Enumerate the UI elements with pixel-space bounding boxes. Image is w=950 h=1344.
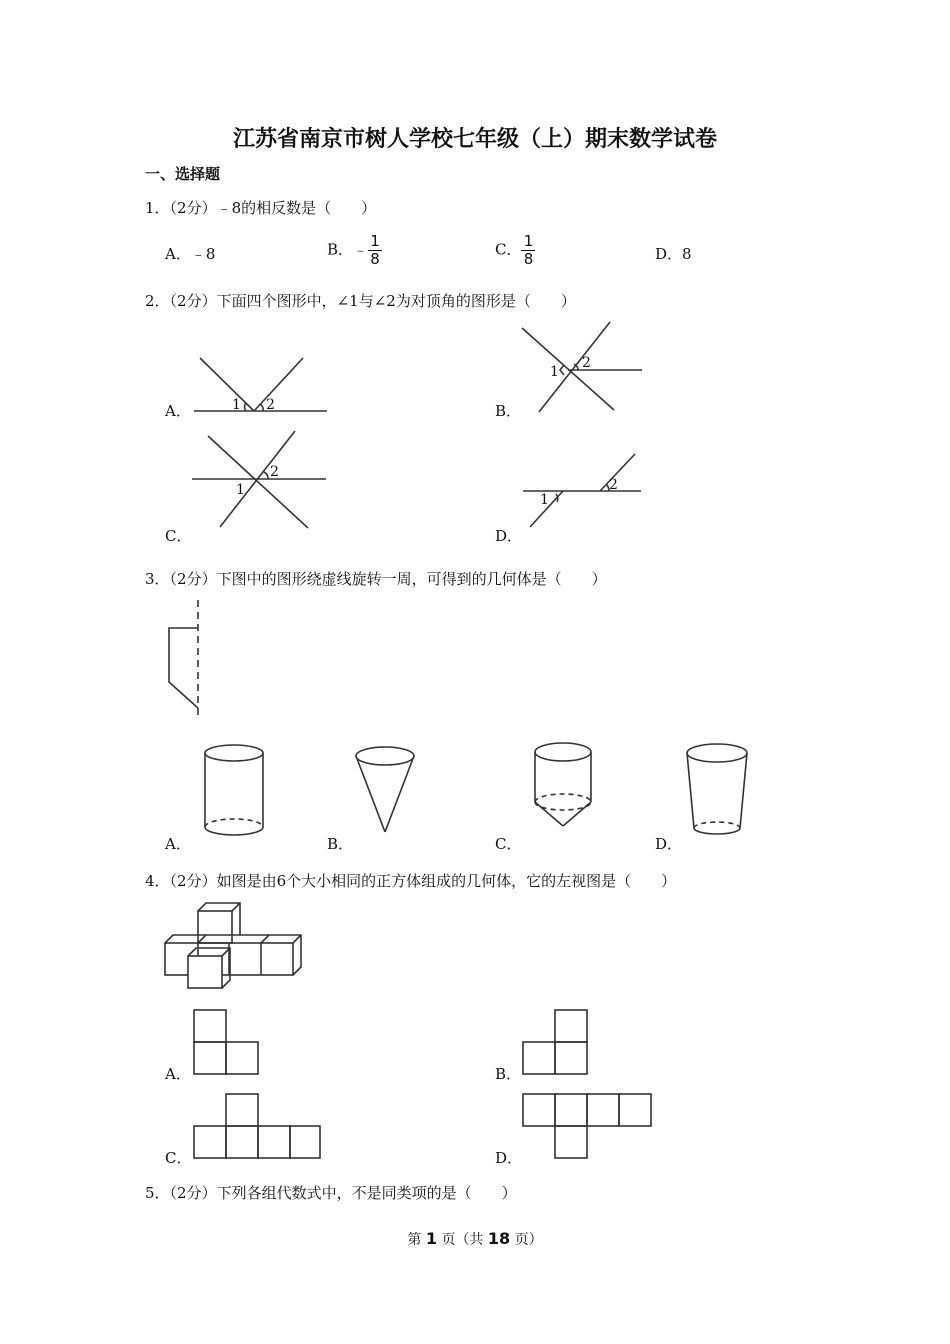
question-2 xyxy=(145,290,576,311)
option-1d: D．8 xyxy=(655,245,692,263)
figure-2d xyxy=(520,450,645,532)
option-1a: A．﹣8 xyxy=(165,245,216,263)
left-view-a xyxy=(192,1008,262,1076)
option-2d: D． xyxy=(495,527,523,545)
denominator: 8 xyxy=(370,250,380,268)
cube-assembly-figure xyxy=(160,898,308,990)
fraction xyxy=(368,233,382,268)
cylinder-figure xyxy=(200,742,270,840)
cone-figure xyxy=(350,742,420,837)
angle-label-2: 2 xyxy=(270,464,279,480)
question-text: （2分）下列各组代数式中，不是同类项的是（ ） xyxy=(169,1184,517,1202)
angle-label-1: 1 xyxy=(540,492,549,508)
question-number: 2． xyxy=(145,292,170,310)
current-page-number: 1 xyxy=(425,1229,437,1248)
angle-label-1: 1 xyxy=(232,397,241,413)
question-number: 4． xyxy=(145,872,170,890)
question-number: 1． xyxy=(145,199,170,217)
left-view-c xyxy=(192,1092,324,1160)
page-title: 江苏省南京市树人学校七年级（上）期末数学试卷 xyxy=(232,127,717,152)
option-label: C． xyxy=(495,240,522,259)
question-1 xyxy=(145,197,376,218)
question-number: 5． xyxy=(145,1184,170,1202)
question-3 xyxy=(145,568,607,589)
option-4d: D． xyxy=(495,1149,523,1167)
option-4b: B． xyxy=(495,1065,522,1083)
option-2b: B． xyxy=(495,402,522,420)
rotation-figure xyxy=(160,598,210,723)
question-5 xyxy=(145,1182,517,1203)
option-3b: B． xyxy=(327,835,354,853)
angle-label-2: 2 xyxy=(582,355,591,371)
frustum-figure xyxy=(684,740,754,838)
option-4c: C． xyxy=(165,1149,192,1167)
minus-sign: ﹣ xyxy=(353,240,369,259)
fraction xyxy=(521,233,535,268)
figure-2a xyxy=(190,352,330,416)
left-view-b xyxy=(521,1008,591,1076)
footer-prefix: 第 xyxy=(407,1232,422,1248)
total-pages: 18 xyxy=(487,1229,511,1248)
numerator: 1 xyxy=(370,232,380,250)
option-3d: D． xyxy=(655,835,683,853)
question-text: （2分）下图中的图形绕虚线旋转一周，可得到的几何体是（ ） xyxy=(169,570,607,588)
angle-label-1: 1 xyxy=(550,364,559,380)
angle-label-2: 2 xyxy=(266,397,275,413)
option-2a: A． xyxy=(165,402,191,420)
page-footer xyxy=(0,1229,950,1249)
angle-label-2: 2 xyxy=(609,477,618,493)
numerator: 1 xyxy=(523,232,534,250)
question-text: （2分）﹣8的相反数是（ ） xyxy=(169,199,377,217)
option-1c xyxy=(495,233,535,268)
left-view-d xyxy=(521,1092,655,1160)
denominator: 8 xyxy=(523,250,534,268)
footer-suffix: 页） xyxy=(514,1232,543,1248)
question-number: 3． xyxy=(145,570,170,588)
question-text: （2分）下面四个图形中，∠1与∠2为对顶角的图形是（ ） xyxy=(169,292,576,310)
question-4 xyxy=(145,870,676,891)
option-label: B． xyxy=(327,240,354,259)
figure-2c xyxy=(190,428,330,530)
figure-2b xyxy=(520,320,645,415)
angle-label-1: 1 xyxy=(236,482,245,498)
option-2c: C． xyxy=(165,527,192,545)
option-3a: A． xyxy=(165,835,191,853)
cylinder-cone-figure xyxy=(528,740,598,832)
footer-middle: 页（共 xyxy=(441,1232,484,1248)
option-1b xyxy=(327,233,382,268)
option-3c: C． xyxy=(495,835,522,853)
question-text: （2分）如图是由6个大小相同的正方体组成的几何体，它的左视图是（ ） xyxy=(169,872,677,890)
section-heading: 一、选择题 xyxy=(145,165,221,183)
option-4a: A． xyxy=(165,1065,191,1083)
